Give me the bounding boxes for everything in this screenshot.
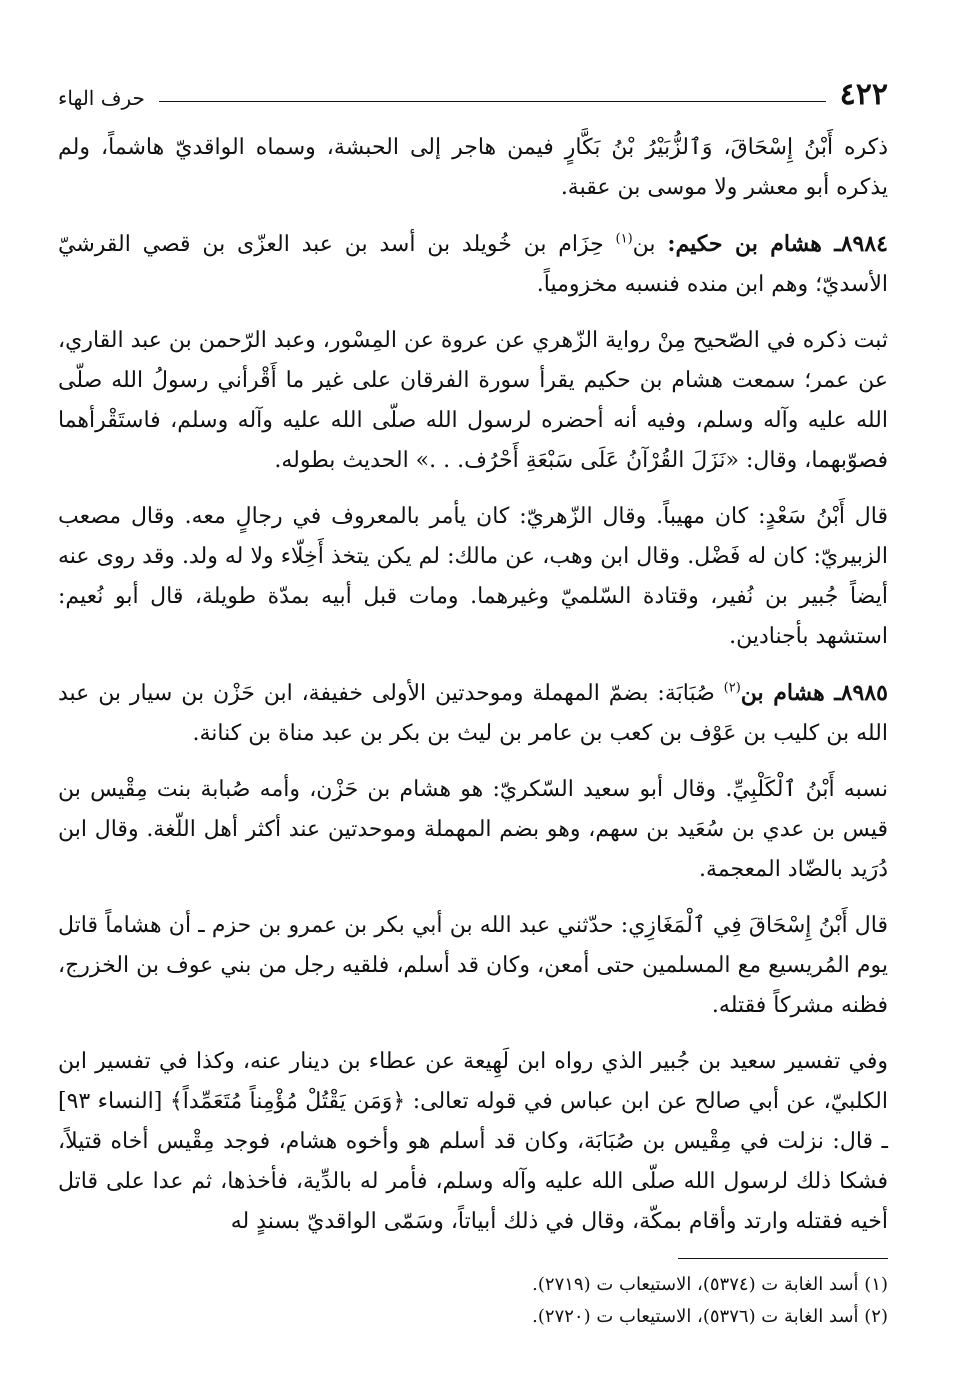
- header-rule: [159, 101, 826, 102]
- entry-paragraph: [58, 224, 888, 305]
- paragraph: نسبه أَبْنُ ٱلْكَلْبِيِّ. وقال أبو سعيد السّكريّ: هو هشام بن حَزْن، وأمه صُبابة بنت مِقْيس بن قيس بن عدي بن سُعَيد بن سهم، وهو بضم المهملة وموحدتين عند أكثر أهل اللّغة. وقال ابن دُرَيد بالضّاد المعجمة.: [58, 777, 888, 882]
- paragraph: ثبت ذكره في الصّحيح مِنْ رواية الزّهري عن عروة عن المِسْور، وعبد الرّحمن بن عبد القاري، عن عمر؛ سمعت هشام بن حكيم يقرأ سورة الفرقان على غير ما أَقْرأني رسولُ الله صلّى الله عليه وآله وسلم، وفيه أنه أحضره لرسول الله صلّى الله عليه وآله وسلم، فاستَقْرأهما فصوّبهما، وقال: «نَزَلَ القُرْآنُ عَلَى سَبْعَةِ أَحْرُف. . .» الحديث بطوله.: [58, 328, 888, 473]
- paragraph: ذكره أَبْنُ إِسْحَاقَ، وَٱلزُّبَيْرُ بْنُ بَكَّارٍ فيمن هاجر إلى الحبشة، وسماه الواقديّ هاشماً، ولم يذكره أبو معشر ولا موسى بن عقبة.: [58, 135, 888, 200]
- footnote-rule: [678, 1258, 888, 1259]
- paragraph: وفي تفسير سعيد بن جُبير الذي رواه ابن لَهِيعة عن عطاء بن دينار عنه، وكذا في تفسير ابن الكلبيّ، عن أبي صالح عن ابن عباس في قوله تعالى: ﴿وَمَن يَقْتُلْ مُؤْمِناً مُتَعَمِّداً﴾ [النساء ٩٣] ـ قال: نزلت في مِقْيس بن صُبَابَة، وكان قد أسلم هو وأخوه هشام، فوجد مِقْيس أخاه قتيلاً، فشكا ذلك لرسول الله صلّى الله عليه وآله وسلم، فأمر له بالدِّية، فأخذها، ثم عدا على قاتل أخيه فقتله وارتد وأقام بمكّة، وقال في ذلك أبياتاً، وسَمّى الواقديّ بسندٍ له: [58, 1049, 888, 1234]
- paragraph: قال أَبْنُ إِسْحَاقَ فِي ٱلْمَغَازِي: حدّثني عبد الله بن أبي بكر بن عمرو بن حزم ـ أن هشاماً قاتل يوم المُريسيع مع المسلمين حتى أمعن، وكان قد أسلم، فلقيه رجل من بني عوف بن الخزرج، فظنه مشركاً فقتله.: [58, 913, 888, 1018]
- entry-number: ٨٩٨٤: [840, 231, 888, 257]
- footnote-marker: (٢): [723, 680, 741, 696]
- entry-name: ـ هشام بن حكيم:: [667, 231, 841, 257]
- footnote: (٢) أسد الغابة ت (٥٣٧٦)، الاستيعاب ت (٢٧٢٠).: [532, 1306, 888, 1327]
- entry-text: حِزَام بن خُويلد بن أسد بن عبد العزّى بن قصي القرشيّ الأسديّ؛ وهم ابن منده فنسبه مخزومياً.: [58, 232, 888, 297]
- entry-text: صُبَابَة: بضمّ المهملة وموحدتين الأولى خفيفة، ابن حَزْن بن سيار بن عبد الله بن كليب بن عَوْف بن كعب بن عامر بن ليث بن بكر بن عبد مناة بن كنانة.: [58, 681, 888, 746]
- entry-number: ٨٩٨٥: [840, 680, 888, 706]
- footnotes: [58, 1269, 888, 1333]
- paragraph: قال أَبْنُ سَعْدٍ: كان مهيباً. وقال الزّهريّ: كان يأمر بالمعروف في رجالٍ معه. وقال مصعب الزبيريّ: كان له فَضْل. وقال ابن وهب، عن مالك: لم يكن يتخذ أَخِلّاء ولا له ولد. وقد روى عنه أيضاً جُبير بن نُفير، وقتادة السّلميّ وغيرهما. ومات قبل أبيه بمدّة طويلة، قال أبو نُعيم: استشهد بأجنادين.: [58, 504, 888, 649]
- main-text: [58, 128, 888, 1242]
- page: [58, 70, 888, 1333]
- page-number: ٤٢٢: [839, 77, 888, 112]
- entry-paragraph: [58, 673, 888, 754]
- footnote: (١) أسد الغابة ت (٥٣٧٤)، الاستيعاب ت (٢٧١٩).: [532, 1274, 888, 1295]
- entry-name: ـ هشام بن: [740, 680, 841, 706]
- entry-text: بن: [632, 232, 668, 257]
- running-title: حرف الهاء: [58, 86, 145, 110]
- footnote-marker: (١): [615, 231, 633, 247]
- page-header: [58, 70, 888, 110]
